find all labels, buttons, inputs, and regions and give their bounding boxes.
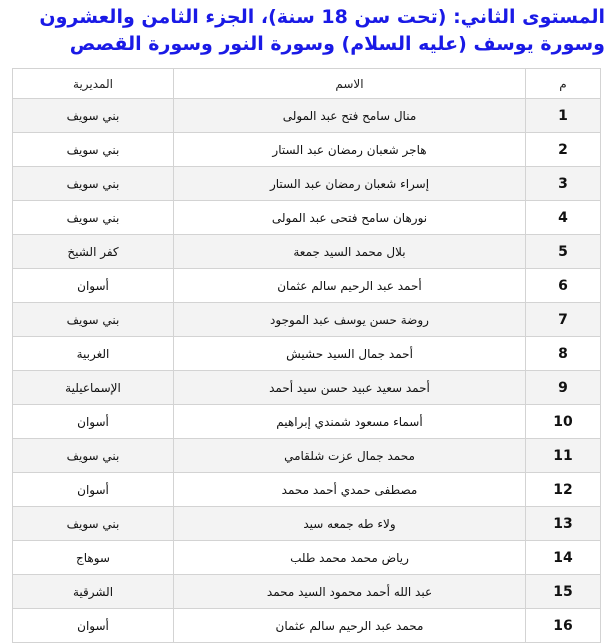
table-row [13, 201, 601, 235]
participant-name: منال سامح فتح عبد المولى [174, 99, 526, 133]
table-row [13, 167, 601, 201]
table-header-row [13, 69, 601, 99]
table-row [13, 269, 601, 303]
row-number: 13 [526, 507, 601, 541]
table-row [13, 235, 601, 269]
row-number: 10 [526, 405, 601, 439]
row-number: 11 [526, 439, 601, 473]
header-directorate: المديرية [13, 69, 174, 99]
row-number: 4 [526, 201, 601, 235]
directorate-name: أسوان [13, 473, 174, 507]
participant-name: محمد عبد الرحيم سالم عثمان [174, 609, 526, 643]
directorate-name: الغربية [13, 337, 174, 371]
row-number: 1 [526, 99, 601, 133]
directorate-name: أسوان [13, 405, 174, 439]
table-row [13, 337, 601, 371]
participant-name: مصطفى حمدي أحمد محمد [174, 473, 526, 507]
directorate-name: سوهاج [13, 541, 174, 575]
directorate-name: أسوان [13, 269, 174, 303]
participant-name: أحمد عبد الرحيم سالم عثمان [174, 269, 526, 303]
participant-name: نورهان سامح فتحى عبد المولى [174, 201, 526, 235]
row-number: 3 [526, 167, 601, 201]
results-table [12, 68, 601, 643]
row-number: 7 [526, 303, 601, 337]
directorate-name: أسوان [13, 609, 174, 643]
directorate-name: بني سويف [13, 167, 174, 201]
row-number: 15 [526, 575, 601, 609]
header-num: م [526, 69, 601, 99]
table-row [13, 133, 601, 167]
participant-name: محمد جمال عزت شلقامي [174, 439, 526, 473]
participant-name: روضة حسن يوسف عبد الموجود [174, 303, 526, 337]
table-row [13, 439, 601, 473]
header-name: الاسم [174, 69, 526, 99]
directorate-name: الإسماعيلية [13, 371, 174, 405]
row-number: 6 [526, 269, 601, 303]
table-row [13, 541, 601, 575]
table-row [13, 303, 601, 337]
table-body [13, 99, 601, 643]
directorate-name: بني سويف [13, 303, 174, 337]
row-number: 12 [526, 473, 601, 507]
table-row [13, 371, 601, 405]
directorate-name: كفر الشيخ [13, 235, 174, 269]
participant-name: إسراء شعبان رمضان عبد الستار [174, 167, 526, 201]
participant-name: ولاء طه جمعه سيد [174, 507, 526, 541]
table-row [13, 575, 601, 609]
row-number: 14 [526, 541, 601, 575]
row-number: 5 [526, 235, 601, 269]
participant-name: عبد الله أحمد محمود السيد محمد [174, 575, 526, 609]
directorate-name: بني سويف [13, 133, 174, 167]
table-row [13, 507, 601, 541]
table-row [13, 99, 601, 133]
directorate-name: بني سويف [13, 99, 174, 133]
row-number: 9 [526, 371, 601, 405]
participant-name: هاجر شعبان رمضان عبد الستار [174, 133, 526, 167]
directorate-name: بني سويف [13, 201, 174, 235]
row-number: 2 [526, 133, 601, 167]
directorate-name: الشرقية [13, 575, 174, 609]
table-row [13, 609, 601, 643]
directorate-name: بني سويف [13, 507, 174, 541]
directorate-name: بني سويف [13, 439, 174, 473]
participant-name: بلال محمد السيد جمعة [174, 235, 526, 269]
participant-name: أحمد جمال السيد حشيش [174, 337, 526, 371]
participant-name: أسماء مسعود شمندي إبراهيم [174, 405, 526, 439]
row-number: 8 [526, 337, 601, 371]
table-row [13, 405, 601, 439]
participant-name: رياض محمد محمد طلب [174, 541, 526, 575]
page-title: المستوى الثاني: (تحت سن 18 سنة)، الجزء الثامن والعشرون وسورة يوسف (عليه السلام) وسورة النور وسورة القصص [39, 6, 605, 55]
participant-name: أحمد سعيد عبيد حسن سيد أحمد [174, 371, 526, 405]
table-row [13, 473, 601, 507]
row-number: 16 [526, 609, 601, 643]
